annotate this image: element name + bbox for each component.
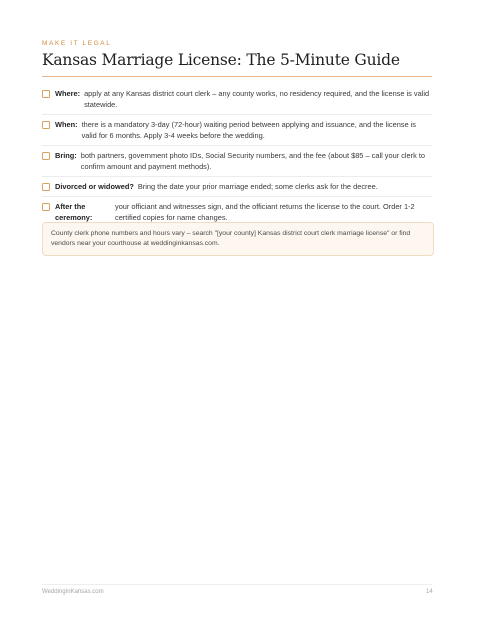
- checklist-text: apply at any Kansas district court clerk – any county works, no residency required, and the license is valid statewide.: [84, 89, 430, 109]
- checklist-label: Divorced or widowed?: [55, 182, 134, 191]
- checklist-text: your officiant and witnesses sign, and the officiant returns the license to the court. Order 1-2 certified copies for name changes.: [115, 202, 415, 222]
- checklist-label: Bring:: [55, 151, 77, 160]
- checklist-label: When:: [55, 120, 78, 129]
- checklist-text: Bring the date your prior marriage ended; some clerks ask for the decree.: [137, 182, 378, 191]
- checklist: [42, 88, 432, 231]
- section-eyebrow: MAKE IT LEGAL: [42, 40, 112, 47]
- checklist-item-bring: [42, 150, 432, 177]
- checkbox-when[interactable]: [42, 121, 50, 129]
- checklist-text: both partners, government photo IDs, Social Security numbers, and the fee (about $85 – call your clerk to confirm amount and payment methods).: [80, 151, 426, 171]
- checklist-item-divorced: [42, 181, 432, 197]
- checklist-item-where: [42, 88, 432, 115]
- footer-divider: [42, 584, 432, 585]
- checklist-label: Where:: [55, 89, 81, 98]
- page-number: 14: [426, 589, 433, 595]
- checkbox-divorced[interactable]: [42, 183, 50, 191]
- checkbox-after-ceremony[interactable]: [42, 203, 50, 211]
- checklist-item-when: [42, 119, 432, 146]
- checklist-label: After the ceremony:: [55, 202, 93, 222]
- footer-site: WeddingInKansas.com: [42, 589, 104, 595]
- checkbox-bring[interactable]: [42, 152, 50, 160]
- title-divider: [42, 76, 432, 77]
- checkbox-where[interactable]: [42, 90, 50, 98]
- checklist-text: there is a mandatory 3-day (72-hour) waiting period between applying and issuance, and the license is valid for 6 months. Apply 3-4 weeks before the wedding.: [81, 120, 416, 140]
- page-title: Kansas Marriage License: The 5-Minute Guide: [42, 51, 400, 69]
- info-note: County clerk phone numbers and hours vary – search "[your county] Kansas district court clerk marriage license" or find vendors near your courthouse at weddinginkansas.com.: [42, 222, 434, 256]
